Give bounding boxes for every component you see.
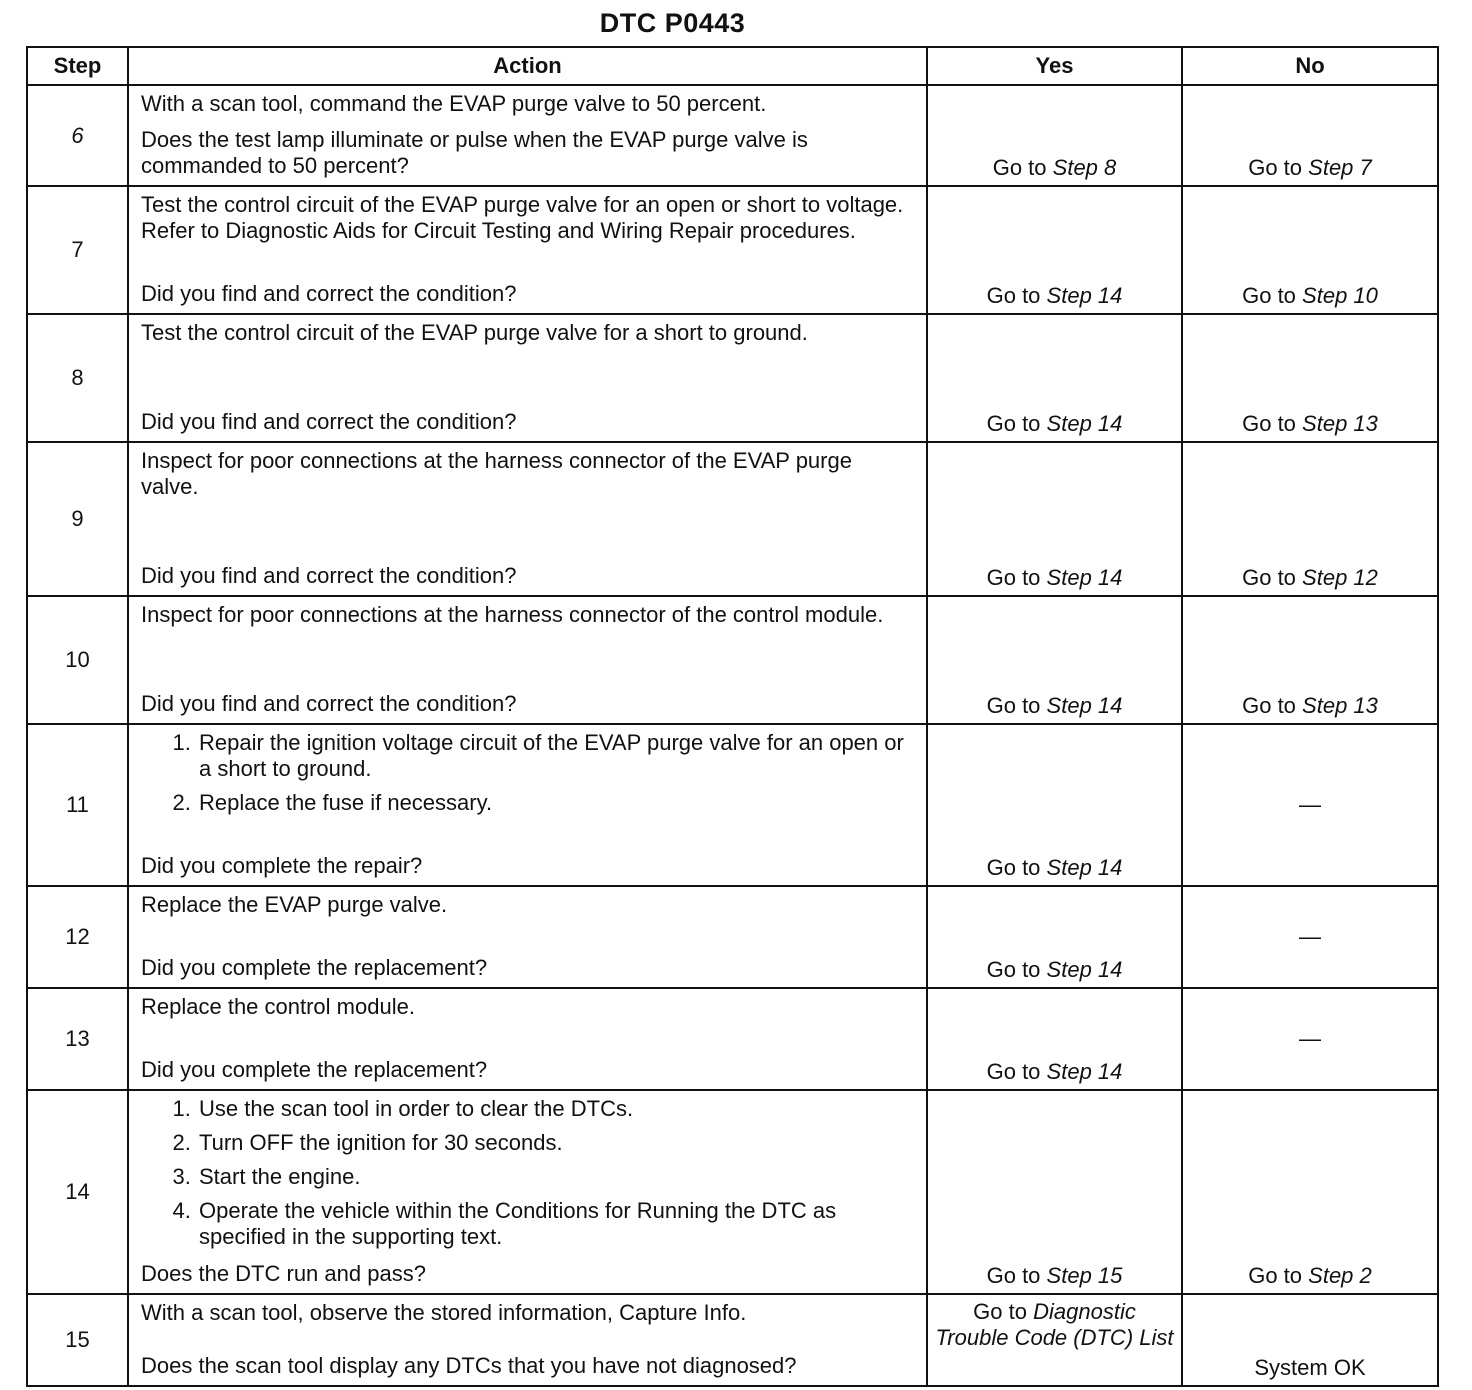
question-text: Does the scan tool display any DTCs that you have not diagnosed?	[141, 1353, 797, 1378]
yes-step-ref: Step 14	[1046, 855, 1123, 880]
list-item: 1. Repair the ignition voltage circuit of the EVAP purge valve for an open or a short to ground.	[197, 730, 914, 782]
question-text: Did you find and correct the condition?	[141, 281, 517, 306]
table-row	[27, 85, 1438, 186]
question-text: Did you find and correct the condition?	[141, 563, 517, 588]
header-no: No	[1182, 47, 1438, 85]
go-to-label: Go to	[1242, 411, 1296, 436]
go-to-label: Go to	[986, 693, 1041, 718]
yes-cell	[927, 1090, 1182, 1294]
instruction-text: With a scan tool, command the EVAP purge valve to 50 percent.	[141, 91, 767, 116]
header-row	[27, 47, 1438, 85]
no-step-ref: Step 10	[1302, 283, 1378, 308]
go-to-label: Go to	[1242, 693, 1296, 718]
yes-cell	[927, 442, 1182, 596]
table-row	[27, 596, 1438, 724]
step-number: 11	[27, 724, 128, 886]
yes-step-ref: Step 15	[1046, 1263, 1123, 1288]
yes-cell	[927, 596, 1182, 724]
no-cell	[1182, 596, 1438, 724]
yes-cell	[927, 1294, 1182, 1386]
diagnostic-table	[26, 46, 1439, 1387]
table-row	[27, 988, 1438, 1090]
action-cell	[128, 186, 927, 314]
list-item: 1. Use the scan tool in order to clear the DTCs.	[197, 1096, 914, 1122]
no-cell	[1182, 442, 1438, 596]
question-text: Did you find and correct the condition?	[141, 409, 517, 434]
step-number: 13	[27, 988, 128, 1090]
no-cell: —	[1182, 724, 1438, 886]
table-row	[27, 886, 1438, 988]
instruction-text: Replace the control module.	[141, 994, 415, 1019]
table-row	[27, 442, 1438, 596]
step-number: 12	[27, 886, 128, 988]
question-text: Does the test lamp illuminate or pulse when the EVAP purge valve is commanded to 50 percent?	[141, 127, 808, 178]
step-number: 7	[27, 186, 128, 314]
yes-step-ref: Step 14	[1046, 693, 1123, 718]
question-text: Did you complete the replacement?	[141, 1057, 488, 1082]
instruction-text: Test the control circuit of the EVAP purge valve for a short to ground.	[141, 320, 808, 345]
yes-cell	[927, 186, 1182, 314]
step-number: 9	[27, 442, 128, 596]
instruction-text: Replace the EVAP purge valve.	[141, 892, 448, 917]
no-step-ref: Step 7	[1308, 155, 1372, 180]
page-title: DTC P0443	[599, 8, 746, 38]
action-cell	[128, 596, 927, 724]
go-to-label: Go to	[986, 1059, 1041, 1084]
yes-cell	[927, 314, 1182, 442]
step-number: 6	[27, 85, 128, 186]
go-to-label: Go to	[986, 855, 1041, 880]
yes-cell	[927, 724, 1182, 886]
yes-step-ref: Step 8	[1052, 155, 1117, 180]
go-to-label: Go to	[986, 1263, 1041, 1288]
action-cell	[128, 724, 927, 886]
action-cell	[128, 1294, 927, 1386]
action-cell	[128, 988, 927, 1090]
step-number: 14	[27, 1090, 128, 1294]
no-cell: —	[1182, 988, 1438, 1090]
step-number: 15	[27, 1294, 128, 1386]
list-item: 2. Replace the fuse if necessary.	[197, 790, 914, 816]
action-cell	[128, 442, 927, 596]
table-row	[27, 314, 1438, 442]
no-cell	[1182, 186, 1438, 314]
instruction-list	[141, 730, 914, 816]
table-row	[27, 186, 1438, 314]
action-cell	[128, 886, 927, 988]
go-to-label: Go to	[1242, 565, 1296, 590]
question-text: Did you complete the repair?	[141, 853, 423, 878]
instruction-text: Inspect for poor connections at the harness connector of the EVAP purge valve.	[141, 448, 852, 499]
question-text: Did you find and correct the condition?	[141, 691, 517, 716]
list-item: 4. Operate the vehicle within the Conditions for Running the DTC as specified in the supporting text.	[197, 1198, 914, 1250]
go-to-label: Go to	[1248, 155, 1303, 180]
instruction-list	[141, 1096, 914, 1250]
yes-cell	[927, 886, 1182, 988]
table-row	[27, 1294, 1438, 1386]
list-item: 2. Turn OFF the ignition for 30 seconds.	[197, 1130, 914, 1156]
yes-step-ref: Step 14	[1046, 411, 1123, 436]
no-step-ref: Step 13	[1302, 693, 1378, 718]
instruction-text: Test the control circuit of the EVAP purge valve for an open or short to voltage. Refer to Diagnostic Aids for Circuit Testing and Wiring Repair procedures.	[141, 192, 904, 243]
yes-step-ref: Step 14	[1046, 283, 1123, 308]
no-step-ref: Step 13	[1302, 411, 1378, 436]
go-to-label: Go to	[986, 283, 1041, 308]
header-yes: Yes	[927, 47, 1182, 85]
go-to-label: Go to	[986, 565, 1041, 590]
action-cell	[128, 314, 927, 442]
diagnostic-table-container	[26, 46, 1437, 1380]
go-to-label: Go to	[973, 1299, 1027, 1324]
yes-step-ref: Step 14	[1046, 565, 1123, 590]
yes-cell	[927, 988, 1182, 1090]
table-row	[27, 724, 1438, 886]
instruction-text: Inspect for poor connections at the harness connector of the control module.	[141, 602, 884, 627]
go-to-label: Go to	[986, 411, 1041, 436]
no-cell	[1182, 1090, 1438, 1294]
action-cell	[128, 1090, 927, 1294]
header-step: Step	[27, 47, 128, 85]
go-to-label: Go to	[986, 957, 1041, 982]
no-cell	[1182, 314, 1438, 442]
list-item: 3. Start the engine.	[197, 1164, 914, 1190]
no-step-ref: Step 12	[1302, 565, 1378, 590]
yes-step-ref: Step 14	[1046, 957, 1123, 982]
yes-cell	[927, 85, 1182, 186]
go-to-label: Go to	[1248, 1263, 1303, 1288]
table-row	[27, 1090, 1438, 1294]
go-to-label: Go to	[1242, 283, 1296, 308]
step-number: 8	[27, 314, 128, 442]
action-cell	[128, 85, 927, 186]
no-cell: —	[1182, 886, 1438, 988]
no-step-ref: Step 2	[1308, 1263, 1372, 1288]
no-cell: System OK	[1182, 1294, 1438, 1386]
no-cell	[1182, 85, 1438, 186]
yes-dtc-list-ref: Diagnostic Trouble Code (DTC) List	[935, 1299, 1174, 1350]
question-text: Does the DTC run and pass?	[141, 1261, 426, 1286]
instruction-text: With a scan tool, observe the stored information, Capture Info.	[141, 1300, 747, 1325]
question-text: Did you complete the replacement?	[141, 955, 488, 980]
go-to-label: Go to	[992, 155, 1047, 180]
step-number: 10	[27, 596, 128, 724]
yes-step-ref: Step 14	[1046, 1059, 1123, 1084]
header-action: Action	[128, 47, 927, 85]
